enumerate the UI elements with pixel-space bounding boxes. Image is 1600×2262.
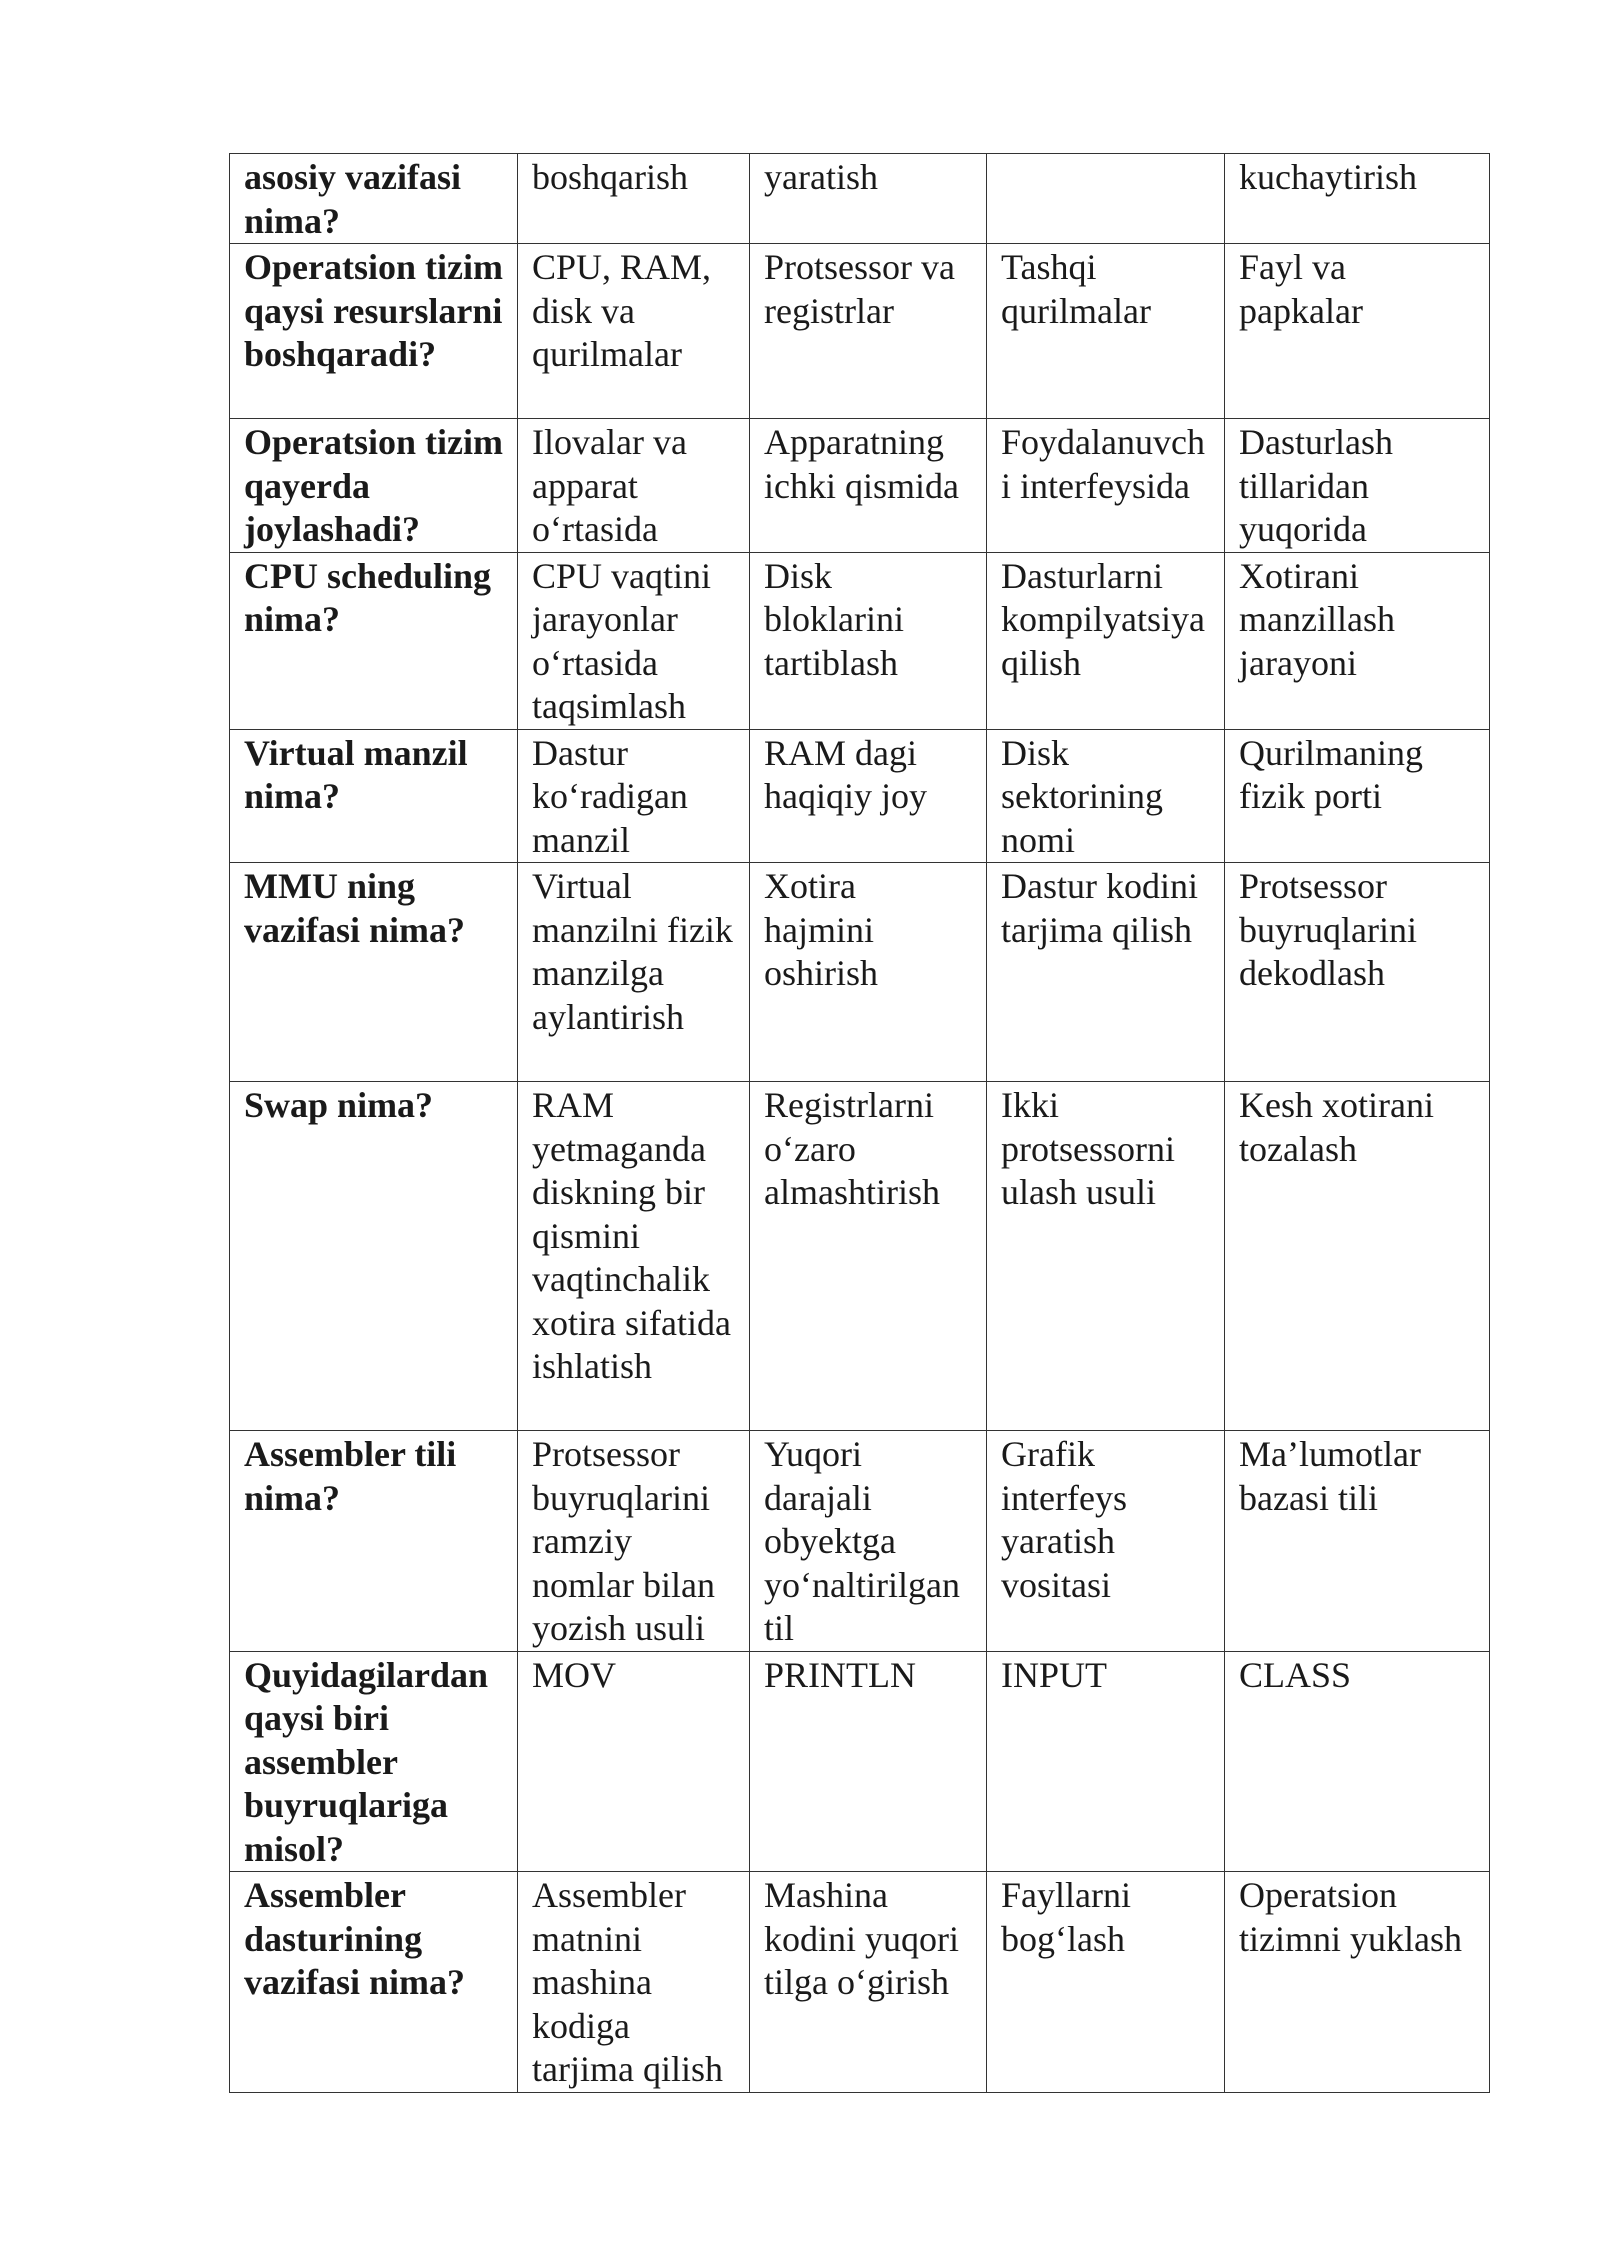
option-cell: PRINTLN bbox=[750, 1651, 987, 1872]
option-cell: MOV bbox=[518, 1651, 750, 1872]
option-cell: Yuqori darajali obyektga yo‘naltirilgan til bbox=[750, 1431, 987, 1652]
question-cell: MMU ning vazifasi nima? bbox=[230, 863, 518, 1082]
option-cell: Dasturlash tillaridan yuqorida bbox=[1225, 419, 1490, 553]
option-cell: Grafik interfeys yaratish vositasi bbox=[987, 1431, 1225, 1652]
option-cell: Mashina kodini yuqori tilga o‘girish bbox=[750, 1872, 987, 2093]
option-cell: Assembler matnini mashina kodiga tarjima qilish bbox=[518, 1872, 750, 2093]
option-cell: Ma’lumotlar bazasi tili bbox=[1225, 1431, 1490, 1652]
option-cell: Xotirani manzillash jarayoni bbox=[1225, 552, 1490, 729]
option-cell: Dastur kodini tarjima qilish bbox=[987, 863, 1225, 1082]
option-cell: Kesh xotirani tozalash bbox=[1225, 1082, 1490, 1431]
question-cell: CPU scheduling nima? bbox=[230, 552, 518, 729]
question-cell: Quyidagilardan qaysi biri assembler buyruqlariga misol? bbox=[230, 1651, 518, 1872]
option-cell: Fayllarni bog‘lash bbox=[987, 1872, 1225, 2093]
option-cell: Ilovalar va apparat o‘rtasida bbox=[518, 419, 750, 553]
option-cell: CPU vaqtini jarayonlar o‘rtasida taqsimlash bbox=[518, 552, 750, 729]
option-cell: CPU, RAM, disk va qurilmalar bbox=[518, 244, 750, 419]
option-cell: RAM dagi haqiqiy joy bbox=[750, 729, 987, 863]
option-cell bbox=[987, 154, 1225, 244]
option-cell: Dasturlarni kompilyatsiya qilish bbox=[987, 552, 1225, 729]
table-row bbox=[230, 729, 1490, 863]
table-row bbox=[230, 244, 1490, 419]
quiz-table bbox=[229, 153, 1490, 2093]
option-cell: Xotira hajmini oshirish bbox=[750, 863, 987, 1082]
table-row bbox=[230, 419, 1490, 553]
option-cell: Tashqi qurilmalar bbox=[987, 244, 1225, 419]
question-cell: Assembler tili nima? bbox=[230, 1431, 518, 1652]
table-row bbox=[230, 1872, 1490, 2093]
question-cell: Swap nima? bbox=[230, 1082, 518, 1431]
table-row bbox=[230, 863, 1490, 1082]
option-cell: RAM yetmaganda diskning bir qismini vaqtinchalik xotira sifatida ishlatish bbox=[518, 1082, 750, 1431]
option-cell: Protsessor buyruqlarini ramziy nomlar bilan yozish usuli bbox=[518, 1431, 750, 1652]
question-cell: Virtual manzil nima? bbox=[230, 729, 518, 863]
question-cell: Operatsion tizim qayerda joylashadi? bbox=[230, 419, 518, 553]
table-row bbox=[230, 552, 1490, 729]
table-row bbox=[230, 1651, 1490, 1872]
question-cell: Assembler dasturining vazifasi nima? bbox=[230, 1872, 518, 2093]
option-cell: Ikki protsessorni ulash usuli bbox=[987, 1082, 1225, 1431]
option-cell: yaratish bbox=[750, 154, 987, 244]
option-cell: Apparatning ichki qismida bbox=[750, 419, 987, 553]
table-row bbox=[230, 1431, 1490, 1652]
question-cell: asosiy vazifasi nima? bbox=[230, 154, 518, 244]
option-cell: Registrlarni o‘zaro almashtirish bbox=[750, 1082, 987, 1431]
table-row bbox=[230, 1082, 1490, 1431]
option-cell: INPUT bbox=[987, 1651, 1225, 1872]
option-cell: Operatsion tizimni yuklash bbox=[1225, 1872, 1490, 2093]
option-cell: Virtual manzilni fizik manzilga aylantirish bbox=[518, 863, 750, 1082]
option-cell: Dastur ko‘radigan manzil bbox=[518, 729, 750, 863]
option-cell: Fayl va papkalar bbox=[1225, 244, 1490, 419]
table-row bbox=[230, 154, 1490, 244]
option-cell: Protsessor buyruqlarini dekodlash bbox=[1225, 863, 1490, 1082]
option-cell: Foydalanuvchi interfeysida bbox=[987, 419, 1225, 553]
option-cell: boshqarish bbox=[518, 154, 750, 244]
option-cell: Qurilmaning fizik porti bbox=[1225, 729, 1490, 863]
question-cell: Operatsion tizim qaysi resurslarni boshqaradi? bbox=[230, 244, 518, 419]
option-cell: Protsessor va registrlar bbox=[750, 244, 987, 419]
option-cell: Disk sektorining nomi bbox=[987, 729, 1225, 863]
option-cell: Disk bloklarini tartiblash bbox=[750, 552, 987, 729]
option-cell: kuchaytirish bbox=[1225, 154, 1490, 244]
option-cell: CLASS bbox=[1225, 1651, 1490, 1872]
